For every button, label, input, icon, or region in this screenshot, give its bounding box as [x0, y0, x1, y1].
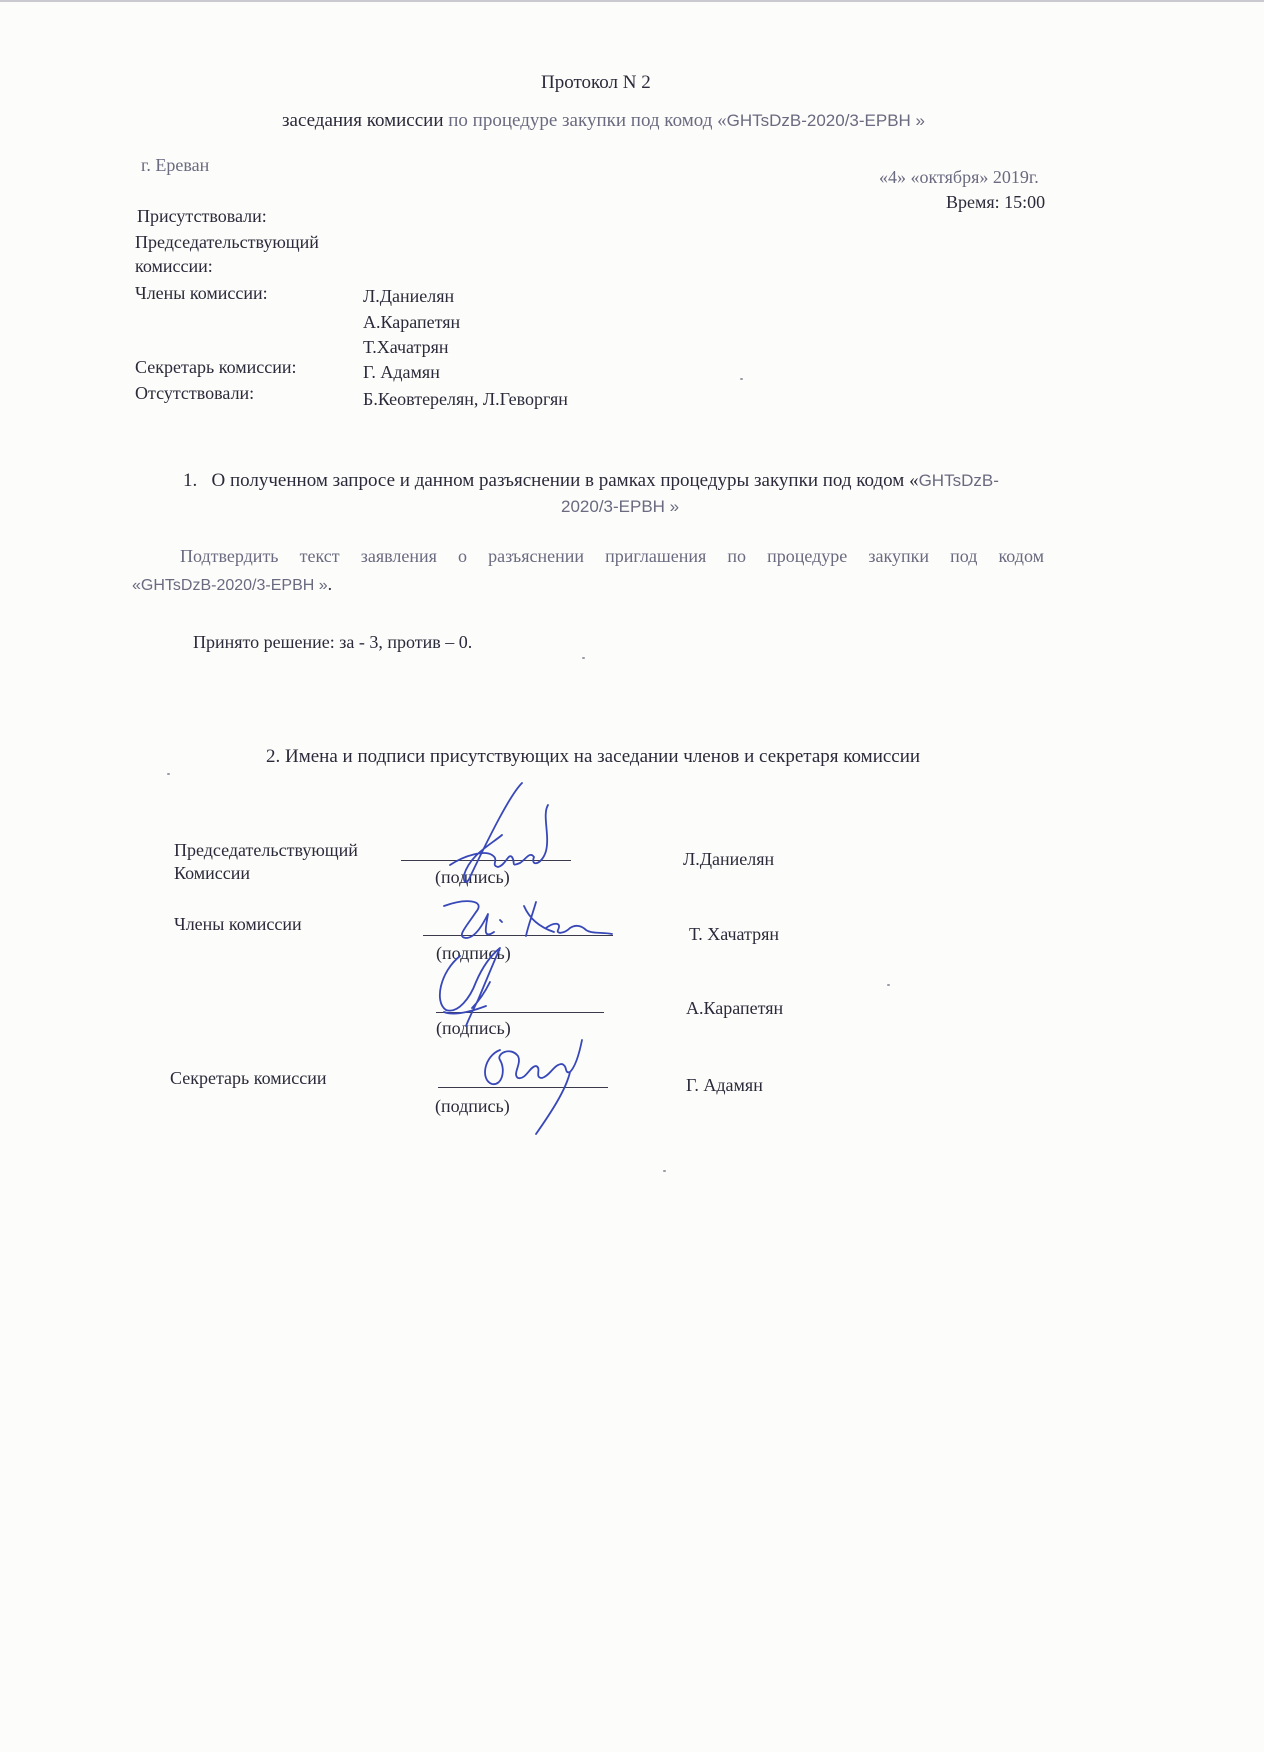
- subtitle-part-b: по процедуре закупки под комод «: [443, 110, 727, 131]
- signatory-role: Члены комиссии: [174, 914, 302, 934]
- section1-body-end: .: [327, 574, 333, 594]
- meeting-time: Время: 15:00: [946, 192, 1046, 212]
- section1-heading-code: GHTsDzB-: [918, 471, 999, 490]
- section1-heading: [183, 470, 999, 492]
- absent-names: Б.Кеовтерелян, Л.Геворгян: [363, 389, 568, 409]
- meeting-date: «4» «октября» 2019г.: [879, 167, 1039, 187]
- secretary-name: Г. Адамян: [363, 362, 440, 382]
- scan-speck: [887, 984, 890, 986]
- secretary-label: Секретарь комиссии:: [135, 357, 297, 377]
- chair-label-line2: комиссии:: [135, 256, 213, 276]
- section1-body-code: «GHTsDzB-2020/3-ЕРВН »: [132, 577, 328, 594]
- signature-chair-icon: [430, 775, 570, 890]
- section1-heading-code-cont: 2020/3-ЕРВН »: [561, 497, 680, 516]
- member-name: Т.Хачатрян: [363, 337, 449, 357]
- chair-label-line1: Председательствующий: [135, 232, 319, 252]
- signatory-name: А.Карапетян: [686, 998, 784, 1018]
- section1-body-line1: Подтвердить текст заявления о разъяснении приглашения по процедуре закупки под кодом: [180, 546, 1044, 566]
- member-name: А.Карапетян: [363, 312, 461, 332]
- decision-text: Принято решение: за - 3, против – 0.: [193, 632, 473, 652]
- signature-caption: (подпись): [436, 1018, 511, 1038]
- signatory-role-cont: Комиссии: [174, 863, 251, 883]
- signatory-role: Председательствующий: [174, 840, 358, 860]
- present-label: Присутствовали:: [137, 206, 267, 226]
- members-label: Члены комиссии:: [135, 283, 268, 303]
- signatory-role: Секретарь комиссии: [170, 1068, 327, 1088]
- signature-adamyan-icon: [470, 1030, 590, 1140]
- signatory-name: Л.Даниелян: [683, 849, 775, 869]
- section1-heading-text: О полученном запросе и данном разъяснении в рамках процедуры закупки под кодом «: [211, 470, 919, 491]
- scan-speck: [167, 773, 170, 775]
- city-label: г. Ереван: [141, 155, 210, 175]
- signature-caption: (подпись): [436, 943, 511, 963]
- subtitle-part-a: заседания комиссии: [282, 110, 444, 131]
- scan-edge-line: [0, 0, 1264, 2]
- signatory-name: Т. Хачатрян: [689, 924, 780, 944]
- signature-karapetyan-icon: [430, 942, 530, 1037]
- absent-label: Отсутствовали:: [135, 383, 255, 403]
- signature-caption: (подпись): [435, 1096, 510, 1116]
- scan-speck: [582, 657, 585, 659]
- document-title: Протокол N 2: [541, 72, 651, 93]
- signatory-name: Г. Адамян: [686, 1075, 763, 1095]
- section2-heading: 2. Имена и подписи присутствующих на заседании членов и секретаря комиссии: [266, 746, 921, 767]
- scan-speck: [663, 1170, 666, 1172]
- section1-body-line2: [132, 574, 332, 595]
- document-subtitle: [282, 110, 925, 132]
- signature-caption: (подпись): [435, 867, 510, 887]
- scan-speck: [740, 378, 743, 380]
- section1-number: 1.: [183, 470, 198, 491]
- subtitle-code: GHTsDzB-2020/3-ЕРВН »: [726, 111, 926, 130]
- member-name: Л.Даниелян: [363, 286, 455, 306]
